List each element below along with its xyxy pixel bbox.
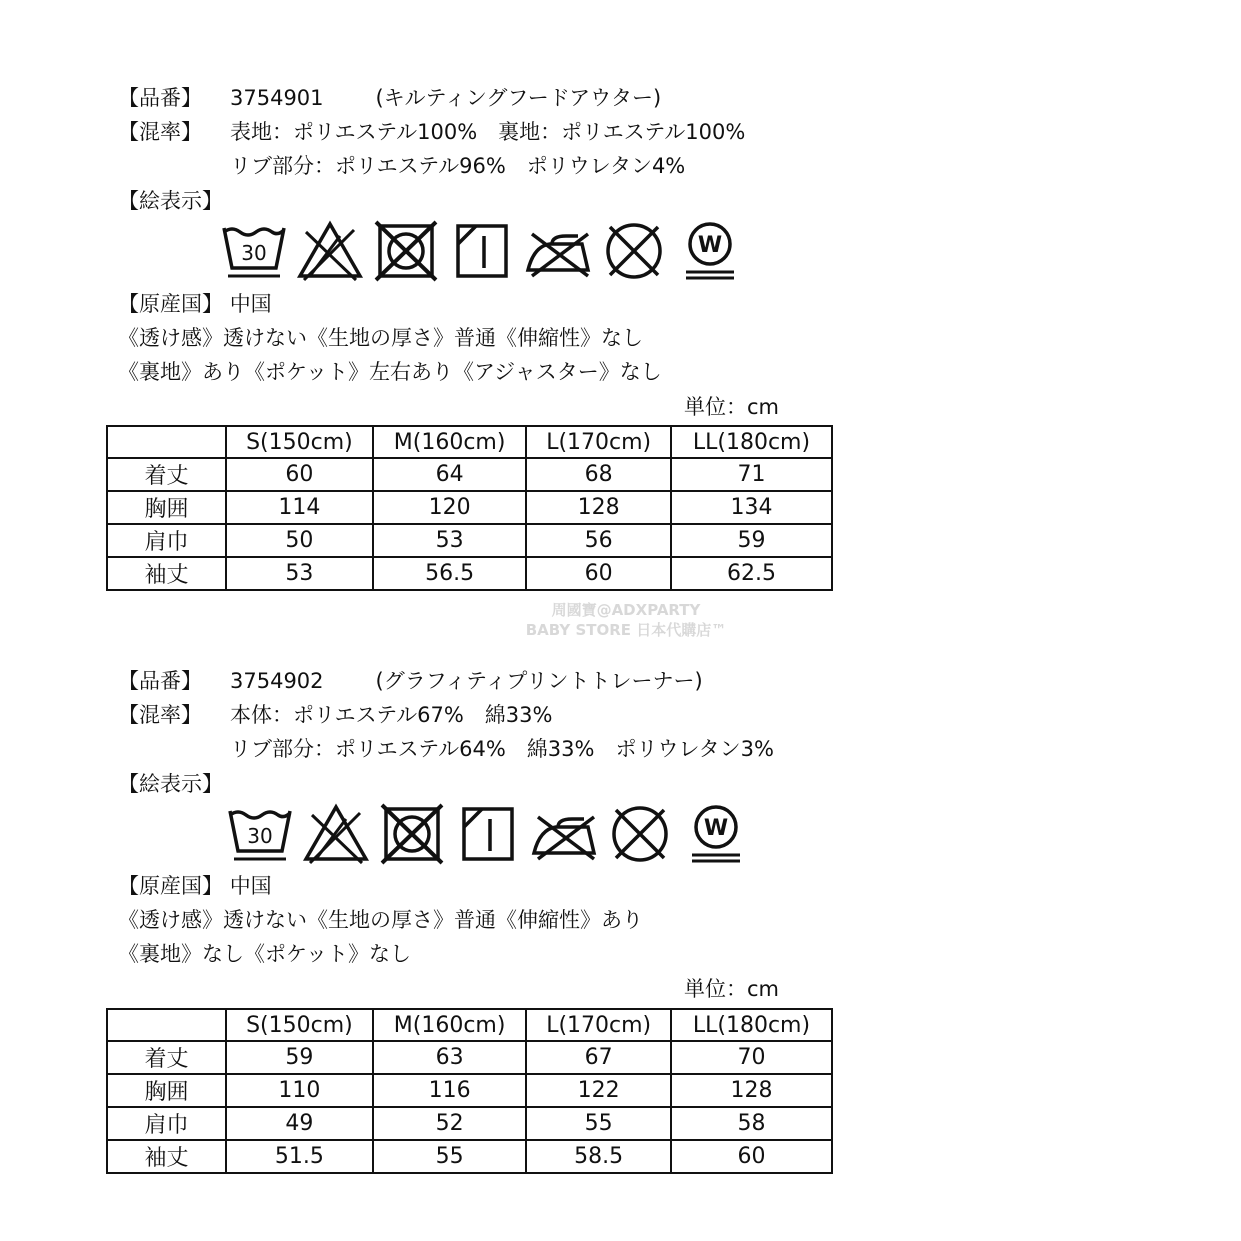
row-label: 肩巾 xyxy=(107,1107,226,1140)
care-icons xyxy=(224,797,752,869)
material-rib: リブ部分：ポリエステル64% 綿33% ポリウレタン3% xyxy=(230,737,774,761)
no-iron-icon xyxy=(522,214,594,286)
care-label-heading: 【絵表示】 xyxy=(118,189,223,213)
row-label: 胸囲 xyxy=(107,491,226,524)
material-rib: リブ部分：ポリエステル96% ポリウレタン4% xyxy=(230,154,686,178)
watermark-line-1: 周國寶@ADXPARTY xyxy=(551,601,701,619)
table-cell: 51.5 xyxy=(226,1140,373,1173)
table-cell: 71 xyxy=(671,458,832,491)
origin-label: 【原産国】 xyxy=(118,874,223,898)
wet-clean-icon xyxy=(674,214,746,286)
svg-text:30: 30 xyxy=(241,241,267,265)
table-cell: 63 xyxy=(373,1041,527,1074)
table-cell: 114 xyxy=(226,491,373,524)
row-label: 胸囲 xyxy=(107,1074,226,1107)
product-name: (キルティングフードアウター) xyxy=(375,86,662,110)
product-number-row xyxy=(118,83,661,113)
material-row-2 xyxy=(118,151,685,181)
table-cell: 70 xyxy=(671,1041,832,1074)
material-main: 表地：ポリエステル100% 裏地：ポリエステル100% xyxy=(230,120,746,144)
table-cell: 116 xyxy=(373,1074,527,1107)
table-row xyxy=(107,1107,832,1140)
size-table xyxy=(106,425,833,591)
table-cell: 50 xyxy=(226,524,373,557)
table-row xyxy=(107,1140,832,1173)
no-tumble-dry-icon xyxy=(376,797,448,869)
table-row xyxy=(107,1041,832,1074)
table-row xyxy=(107,491,832,524)
product-number: 3754902 xyxy=(230,669,324,693)
table-cell: 64 xyxy=(373,458,527,491)
material-row-2 xyxy=(118,734,774,764)
row-label: 着丈 xyxy=(107,458,226,491)
product-number-label: 【品番】 xyxy=(118,669,202,693)
wash-30-icon xyxy=(224,797,296,869)
row-label: 肩巾 xyxy=(107,524,226,557)
origin-row xyxy=(118,871,272,901)
table-cell: 67 xyxy=(526,1041,671,1074)
product-name: (グラフィティプリントトレーナー) xyxy=(375,669,703,693)
table-cell: 62.5 xyxy=(671,557,832,590)
table-cell: 68 xyxy=(526,458,671,491)
table-cell: 122 xyxy=(526,1074,671,1107)
table-cell: 49 xyxy=(226,1107,373,1140)
column-header: M(160cm) xyxy=(373,1009,527,1041)
watermark xyxy=(496,600,756,640)
table-cell: 53 xyxy=(373,524,527,557)
no-dry-clean-icon xyxy=(598,214,670,286)
table-cell: 53 xyxy=(226,557,373,590)
features-row-2: 《裏地》あり《ポケット》左右あり《アジャスター》なし xyxy=(118,360,662,384)
material-label: 【混率】 xyxy=(118,120,202,144)
features-row-2: 《裏地》なし《ポケット》なし xyxy=(118,942,411,966)
table-cell: 110 xyxy=(226,1074,373,1107)
row-label: 着丈 xyxy=(107,1041,226,1074)
product-number-label: 【品番】 xyxy=(118,86,202,110)
table-cell: 60 xyxy=(526,557,671,590)
column-header: S(150cm) xyxy=(226,426,373,458)
table-cell: 128 xyxy=(671,1074,832,1107)
table-cell: 59 xyxy=(226,1041,373,1074)
origin-row xyxy=(118,289,272,319)
unit-label: 単位：cm xyxy=(684,395,780,419)
svg-text:30: 30 xyxy=(247,824,273,848)
table-row xyxy=(107,524,832,557)
table-row xyxy=(107,458,832,491)
table-cell: 120 xyxy=(373,491,527,524)
table-cell: 60 xyxy=(226,458,373,491)
product-number-row xyxy=(118,666,703,696)
table-cell: 128 xyxy=(526,491,671,524)
column-header: LL(180cm) xyxy=(671,426,832,458)
no-bleach-icon xyxy=(300,797,372,869)
origin-value: 中国 xyxy=(229,874,272,898)
table-cell: 55 xyxy=(526,1107,671,1140)
row-label: 袖丈 xyxy=(107,557,226,590)
watermark-line-2: BABY STORE 日本代購店™ xyxy=(525,621,727,639)
table-cell: 52 xyxy=(373,1107,527,1140)
table-cell: 58.5 xyxy=(526,1140,671,1173)
origin-value: 中国 xyxy=(229,292,272,316)
table-cell: 60 xyxy=(671,1140,832,1173)
table-header-row xyxy=(107,1009,832,1041)
svg-text:W: W xyxy=(697,233,723,258)
unit-label: 単位：cm xyxy=(684,977,780,1001)
dry-flat-shade-icon xyxy=(446,214,518,286)
no-bleach-icon xyxy=(294,214,366,286)
table-cell: 134 xyxy=(671,491,832,524)
care-label-row xyxy=(118,186,223,216)
material-row xyxy=(118,117,745,147)
column-header xyxy=(107,426,226,458)
features-row-1: 《透け感》透けない《生地の厚さ》普通《伸縮性》なし xyxy=(118,326,643,350)
origin-label: 【原産国】 xyxy=(118,292,223,316)
row-label: 袖丈 xyxy=(107,1140,226,1173)
size-table xyxy=(106,1008,833,1174)
table-cell: 56 xyxy=(526,524,671,557)
material-label: 【混率】 xyxy=(118,703,202,727)
table-row xyxy=(107,557,832,590)
table-row xyxy=(107,1074,832,1107)
material-row xyxy=(118,700,552,730)
column-header: L(170cm) xyxy=(526,1009,671,1041)
wash-30-icon xyxy=(218,214,290,286)
table-cell: 56.5 xyxy=(373,557,527,590)
dry-flat-shade-icon xyxy=(452,797,524,869)
svg-text:W: W xyxy=(703,816,729,841)
no-tumble-dry-icon xyxy=(370,214,442,286)
no-iron-icon xyxy=(528,797,600,869)
no-dry-clean-icon xyxy=(604,797,676,869)
column-header: LL(180cm) xyxy=(671,1009,832,1041)
wet-clean-icon xyxy=(680,797,752,869)
column-header xyxy=(107,1009,226,1041)
table-cell: 58 xyxy=(671,1107,832,1140)
table-cell: 59 xyxy=(671,524,832,557)
product-number: 3754901 xyxy=(230,86,324,110)
column-header: M(160cm) xyxy=(373,426,527,458)
care-icons xyxy=(218,214,746,286)
care-label-heading: 【絵表示】 xyxy=(118,772,223,796)
column-header: S(150cm) xyxy=(226,1009,373,1041)
table-cell: 55 xyxy=(373,1140,527,1173)
table-header-row xyxy=(107,426,832,458)
column-header: L(170cm) xyxy=(526,426,671,458)
features-row-1: 《透け感》透けない《生地の厚さ》普通《伸縮性》あり xyxy=(118,908,643,932)
care-label-row xyxy=(118,769,223,799)
material-main: 本体：ポリエステル67% 綿33% xyxy=(230,703,553,727)
